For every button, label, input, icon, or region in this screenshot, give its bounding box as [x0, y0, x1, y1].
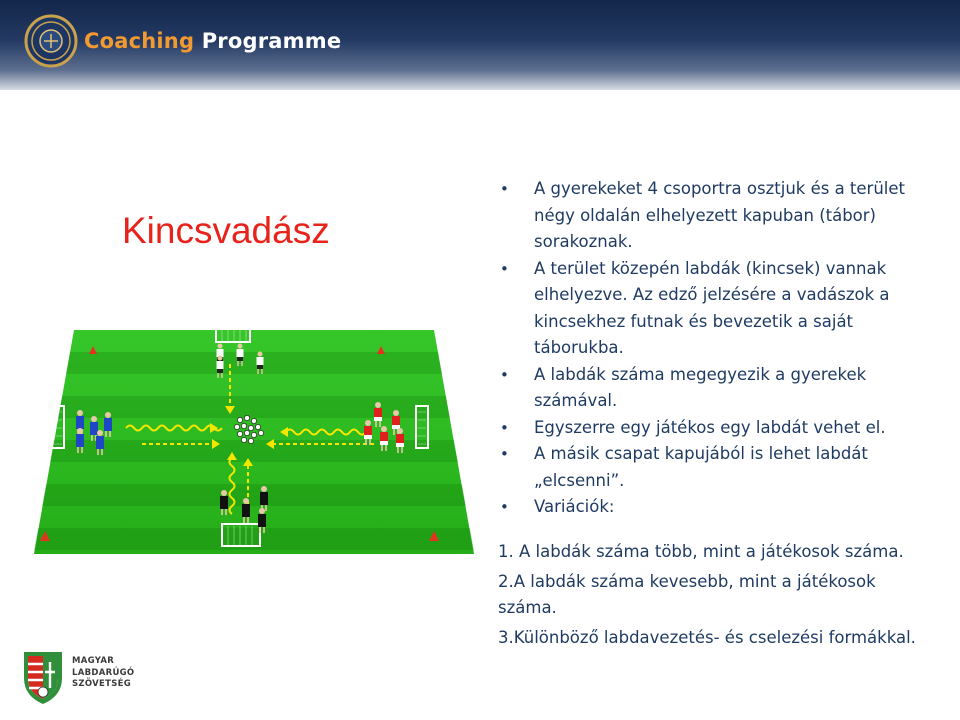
bullet-item: [498, 176, 928, 256]
mlsz-crest-icon: [20, 648, 66, 706]
bullet-item: [498, 441, 928, 494]
bullet-dot-icon: •: [500, 365, 509, 384]
bullet-item: [498, 415, 928, 442]
bullet-item: [498, 362, 928, 415]
bullet-text: Egyszerre egy játékos egy labdát vehet el.: [534, 417, 886, 437]
header-bar: [0, 0, 960, 90]
bullet-text: Variációk:: [534, 497, 615, 516]
slide-title: Kincsvadász: [122, 210, 330, 251]
bullet-dot-icon: •: [500, 498, 509, 516]
title-word-coaching: Coaching: [84, 29, 195, 53]
mlsz-name-line: SZÖVETSÉG: [72, 679, 132, 689]
bullet-list: [498, 176, 928, 521]
title-word-programme: Programme: [201, 29, 342, 53]
bullet-item: [498, 256, 928, 362]
variation-item: 2.A labdák száma kevesebb, mint a játékosok száma.: [498, 571, 876, 617]
variations-list: [498, 539, 938, 654]
variation-item: 1. A labdák száma több, mint a játékosok száma.: [498, 542, 904, 561]
bullet-dot-icon: •: [500, 180, 509, 198]
mlsz-name-line: MAGYAR: [72, 656, 115, 666]
variation-item: 3.Különböző labdavezetés- és cselezési formákkal.: [498, 627, 916, 647]
programme-title: [84, 29, 341, 53]
mlsz-name-line: LABDARÚGÓ: [72, 667, 135, 678]
bullet-text: A gyerekeket 4 csoportra osztjuk és a terület négy oldalán elhelyezett kapuban (tábor) sorakoznak.: [534, 179, 905, 251]
bullet-dot-icon: •: [500, 445, 509, 463]
pitch-diagram: [34, 328, 474, 556]
mlsz-name: [72, 656, 134, 691]
bullet-text: A másik csapat kapujából is lehet labdát „elcsenni”.: [534, 444, 868, 490]
bullet-dot-icon: •: [500, 259, 509, 278]
uefa-logo-icon: [24, 14, 78, 68]
bullet-text: A labdák száma megegyezik a gyerekek számával.: [534, 364, 867, 410]
bullet-dot-icon: •: [500, 418, 509, 437]
bullet-text: A terület közepén labdák (kincsek) vannak elhelyezve. Az edző jelzésére a vadászok a kincsekhez futnak és bevezetik a saját táborukba.: [534, 258, 890, 357]
bullet-item: [498, 494, 928, 521]
